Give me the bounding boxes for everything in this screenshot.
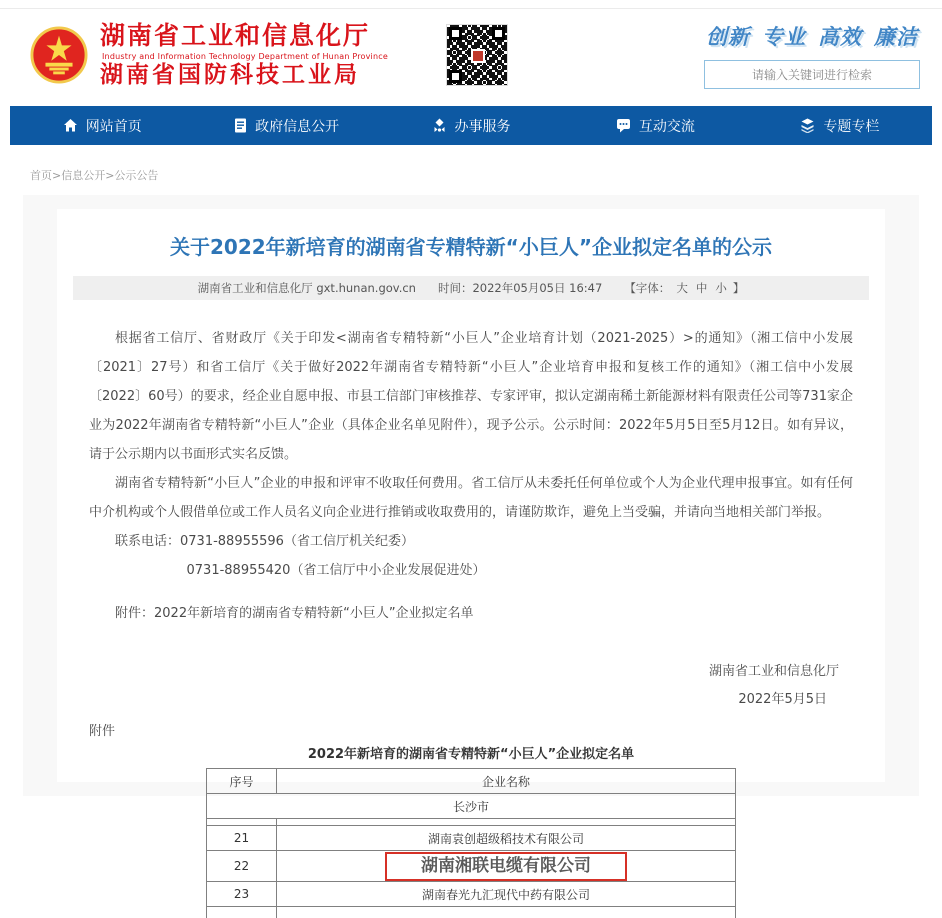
table-row [207,882,736,907]
slogan-efficient: 高效 [818,25,862,49]
nav-item-label: 政府信息公开 [255,118,340,135]
cropped-gap-row [207,819,736,826]
top-margin [0,0,942,8]
contact-phone-1: 联系电话：0731-88955596（省工信厅机关纪委） [115,534,414,549]
search-box[interactable] [704,60,920,89]
qr-finder-icon [449,70,462,83]
article-time: 时间：2022年05月05日 16:47 [437,281,603,295]
header-right [704,21,920,89]
article-source: 湖南省工业和信息化厅 gxt.hunan.gov.cn [197,281,416,295]
font-size-medium-button[interactable]: 中 [695,281,708,295]
org-title-block [100,22,388,88]
content-card [57,209,885,902]
font-size-label: 【字体： [624,281,671,295]
org-name-cn: 湖南省工业和信息化厅 [100,21,371,51]
font-size-small-button[interactable]: 小 [715,281,727,295]
font-size-label-end: 】 [732,281,745,295]
header-cell-name: 企业名称 [277,769,736,794]
nav-item-label: 专题专栏 [823,118,880,135]
article-body [89,324,853,628]
slogan-innovation: 创新 [706,25,750,49]
site-header [0,9,942,101]
attachment-link[interactable]: 附件：2022年新培育的湖南省专精特新“小巨人”企业拟定名单 [115,606,474,621]
nav-item-interaction[interactable] [563,106,747,145]
signature-date: 2022年5月5日 [738,692,827,707]
highlighted-company-name: 湖南湘联电缆有限公司 [385,852,627,881]
table-row-highlighted [207,851,736,882]
header-cell-no: 序号 [207,769,277,794]
signature-block [103,658,839,714]
nav-item-label: 互动交流 [638,118,695,135]
company-roster-table [206,768,736,918]
row-no: 22 [207,851,277,882]
chat-icon [616,118,631,133]
qr-code [446,24,508,86]
article-meta-bar [73,276,869,300]
nav-item-topics[interactable] [748,106,932,145]
slogan-professional: 专业 [762,25,806,49]
font-size-large-button[interactable]: 大 [676,281,688,295]
qr-finder-icon [492,27,505,40]
row-no: 23 [207,882,277,907]
org-name-en: Industry and Information Technology Department of Hunan Province [102,51,388,61]
contact-phone-2: 0731-88955420（省工信厅中小企业发展促进处） [186,563,486,578]
slogan-row [704,21,920,51]
qr-center-badge [471,49,485,63]
appendix-label: 附件 [89,724,116,739]
document-icon [234,118,247,133]
city-cell: 长沙市 [207,794,736,819]
content-card-frame [23,195,919,902]
cropped-partial-row [207,907,736,918]
breadcrumb[interactable]: 首页>信息公开>公示公告 [30,169,159,182]
layers-icon [800,118,815,133]
company-name: 湖南春光九汇现代中药有限公司 [277,882,736,907]
national-emblem-logo [30,26,88,84]
table-row [207,826,736,851]
nav-item-label: 网站首页 [85,118,142,135]
nav-item-label: 办事服务 [454,118,511,135]
nav-item-services[interactable] [379,106,563,145]
paragraph: 湖南省专精特新“小巨人”企业的申报和评审不收取任何费用。省工信厅从未委托任何单位或个人为企业代理申报事宜。如有任何中介机构或个人假借单位或工作人员名义向企业进行推销或收取费用的，请谨防欺诈，避免上当受骗，并请向当地相关部门举报。 [89,476,853,520]
home-icon [63,118,78,133]
company-name: 湖南袁创超级稻技术有限公司 [277,826,736,851]
city-row [207,794,736,819]
paragraph: 根据省工信厅、省财政厅《关于印发<湖南省专精特新“小巨人”企业培育计划（2021-2025）>的通知》（湘工信中小发展〔2021〕27号）和省工信厅《关于做好2022年湖南省专精特新“小巨人”企业培育申报和复核工作的通知》（湘工信中小发展〔2022〕60号）的要求，经企业自愿申报、市县工信部门审核推荐、专家评审，拟认定湖南稀土新能源材料有限责任公司等731家企业为2022年湖南省专精特新“小巨人”企业（具体企业名单见附件），现予公示。公示时间：2022年5月5日至5月12日。如有异议，请于公示期内以书面形式实名反馈。 [89,331,853,462]
search-input[interactable] [705,68,919,82]
main-nav [10,106,932,145]
nav-item-home[interactable] [10,106,194,145]
service-icon [432,118,447,133]
table-header-row [207,769,736,794]
nav-item-gov-info[interactable] [194,106,378,145]
company-name-cell [277,851,736,882]
row-no: 21 [207,826,277,851]
signature-org: 湖南省工业和信息化厅 [708,664,839,679]
table-title: 2022年新培育的湖南省专精特新“小巨人”企业拟定名单 [307,747,635,762]
org-name2-cn: 湖南省国防科技工业局 [100,61,360,88]
qr-finder-icon [449,27,462,40]
page-title: 关于2022年新培育的湖南省专精特新“小巨人”企业拟定名单的公示 [170,235,772,259]
slogan-integrity: 廉洁 [874,25,918,49]
